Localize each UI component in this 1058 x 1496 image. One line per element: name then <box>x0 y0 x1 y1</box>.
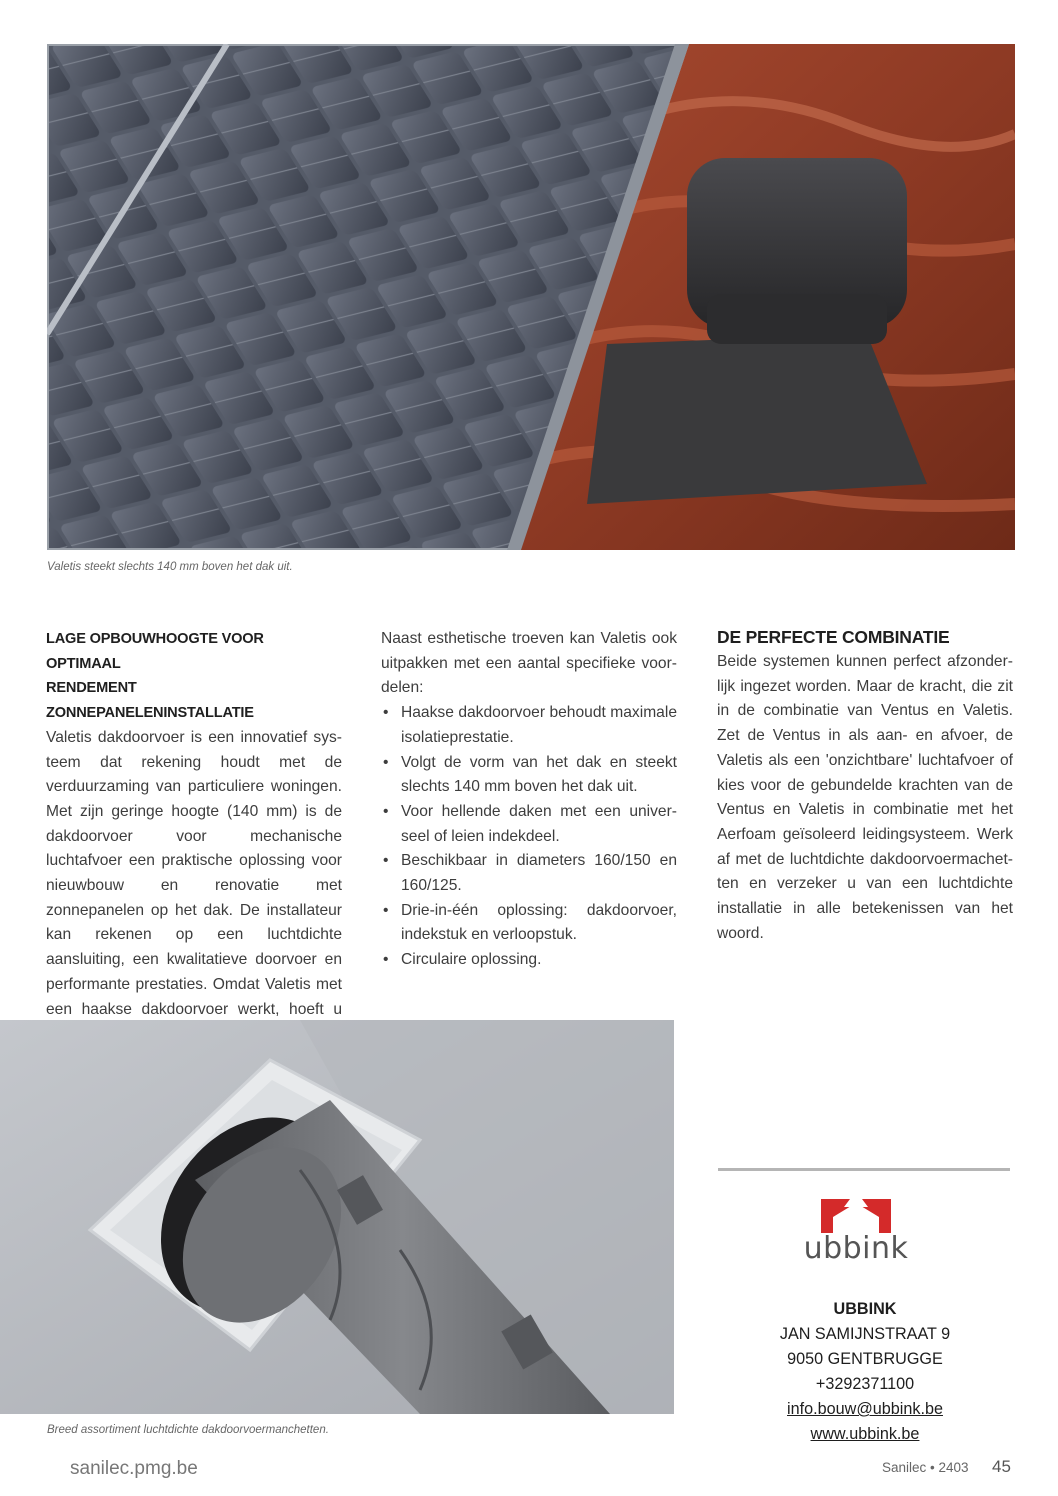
contact-block <box>760 1297 970 1447</box>
list-item: • Beschikbaar in diameters 160/150 en 160/125. <box>381 849 677 898</box>
column-combination <box>717 624 1013 946</box>
email-link[interactable]: info.bouw@ubbink.be <box>787 1400 943 1418</box>
page-number: 45 <box>992 1457 1011 1476</box>
list-item: • Voor hellende daken met een universeel of leien indekdeel. <box>381 800 677 849</box>
website-link[interactable]: www.ubbink.be <box>810 1425 920 1443</box>
company-name: UBBINK <box>833 1300 897 1318</box>
advantages-list <box>381 701 677 973</box>
ubbink-logo-text: ubbink <box>803 1231 909 1266</box>
column-low-height <box>46 627 342 1047</box>
phone-number: +3292371100 <box>815 1375 915 1393</box>
list-item: • Drie-in-één oplossing: dakdoorvoer, indekstuk en verloopstuk. <box>381 899 677 948</box>
column-advantages <box>381 627 677 973</box>
contact-divider <box>718 1168 1010 1171</box>
column3-body: Beide systemen kunnen perfect afzonderlijk ingezet worden. Maar de kracht, die zit in de combinatie van Ventus en Valetis. Zet de Ventus in als aan- en afvoer, de Valetis als een 'onzichtbare' luchtafvoer of kies voor de gebundelde krachten van de Ventus en Valetis in combinatie met het Aerfoam geïsoleerd leidingsysteem. Werk af met de luchtdichte dakdoorvoermachetten en verzeker u van een luchtdichte installatie in alle betekenissen van het woord. <box>717 653 1013 942</box>
street-address: JAN SAMIJNSTRAAT 9 <box>779 1325 951 1343</box>
footer-issue: Sanilec • 2403 <box>882 1460 969 1475</box>
list-item: • Volgt de vorm van het dak en steekt slechts 140 mm boven het dak uit. <box>381 751 677 800</box>
column1-heading-line2: RENDEMENT ZONNEPANELENINSTALLATIE <box>46 680 254 722</box>
duct-sleeve-photo <box>0 1020 674 1414</box>
city-address: 9050 GENTBRUGGE <box>787 1350 943 1368</box>
column3-heading: DE PERFECTE COMBINATIE <box>717 627 950 647</box>
bottom-photo-caption: Breed assortiment luchtdichte dakdoorvoermanchetten. <box>47 1424 329 1436</box>
column2-intro: Naast esthetische troeven kan Valetis ook uitpakken met een aantal specifieke voordelen: <box>381 630 677 697</box>
list-item: • Circulaire oplossing. <box>381 948 677 973</box>
top-photo-caption: Valetis steekt slechts 140 mm boven het dak uit. <box>47 561 293 573</box>
column1-body: Valetis dakdoorvoer is een innovatief systeem dat rekening houdt met de verduurzaming van particuliere woningen. Met zijn geringe hoogte (140 mm) is de dakdoorvoer voor mechanische luchtafvoer een praktische oplossing voor nieuwbouw en renovatie met zonnepanelen op het dak. De installateur kan rekenen op een luchtdichte aansluiting, een kwalitatieve doorvoer en performante prestaties. Omdat Valetis met een haakse dakdoorvoer werkt, hoeft u <box>46 728 342 1018</box>
footer-site-link[interactable]: sanilec.pmg.be <box>70 1458 198 1479</box>
list-item: • Haakse dakdoorvoer behoudt maximale isolatieprestatie. <box>381 701 677 750</box>
solar-roof-photo <box>47 44 1015 550</box>
column1-heading-line1: LAGE OPBOUWHOOGTE VOOR OPTIMAAL <box>46 631 264 672</box>
